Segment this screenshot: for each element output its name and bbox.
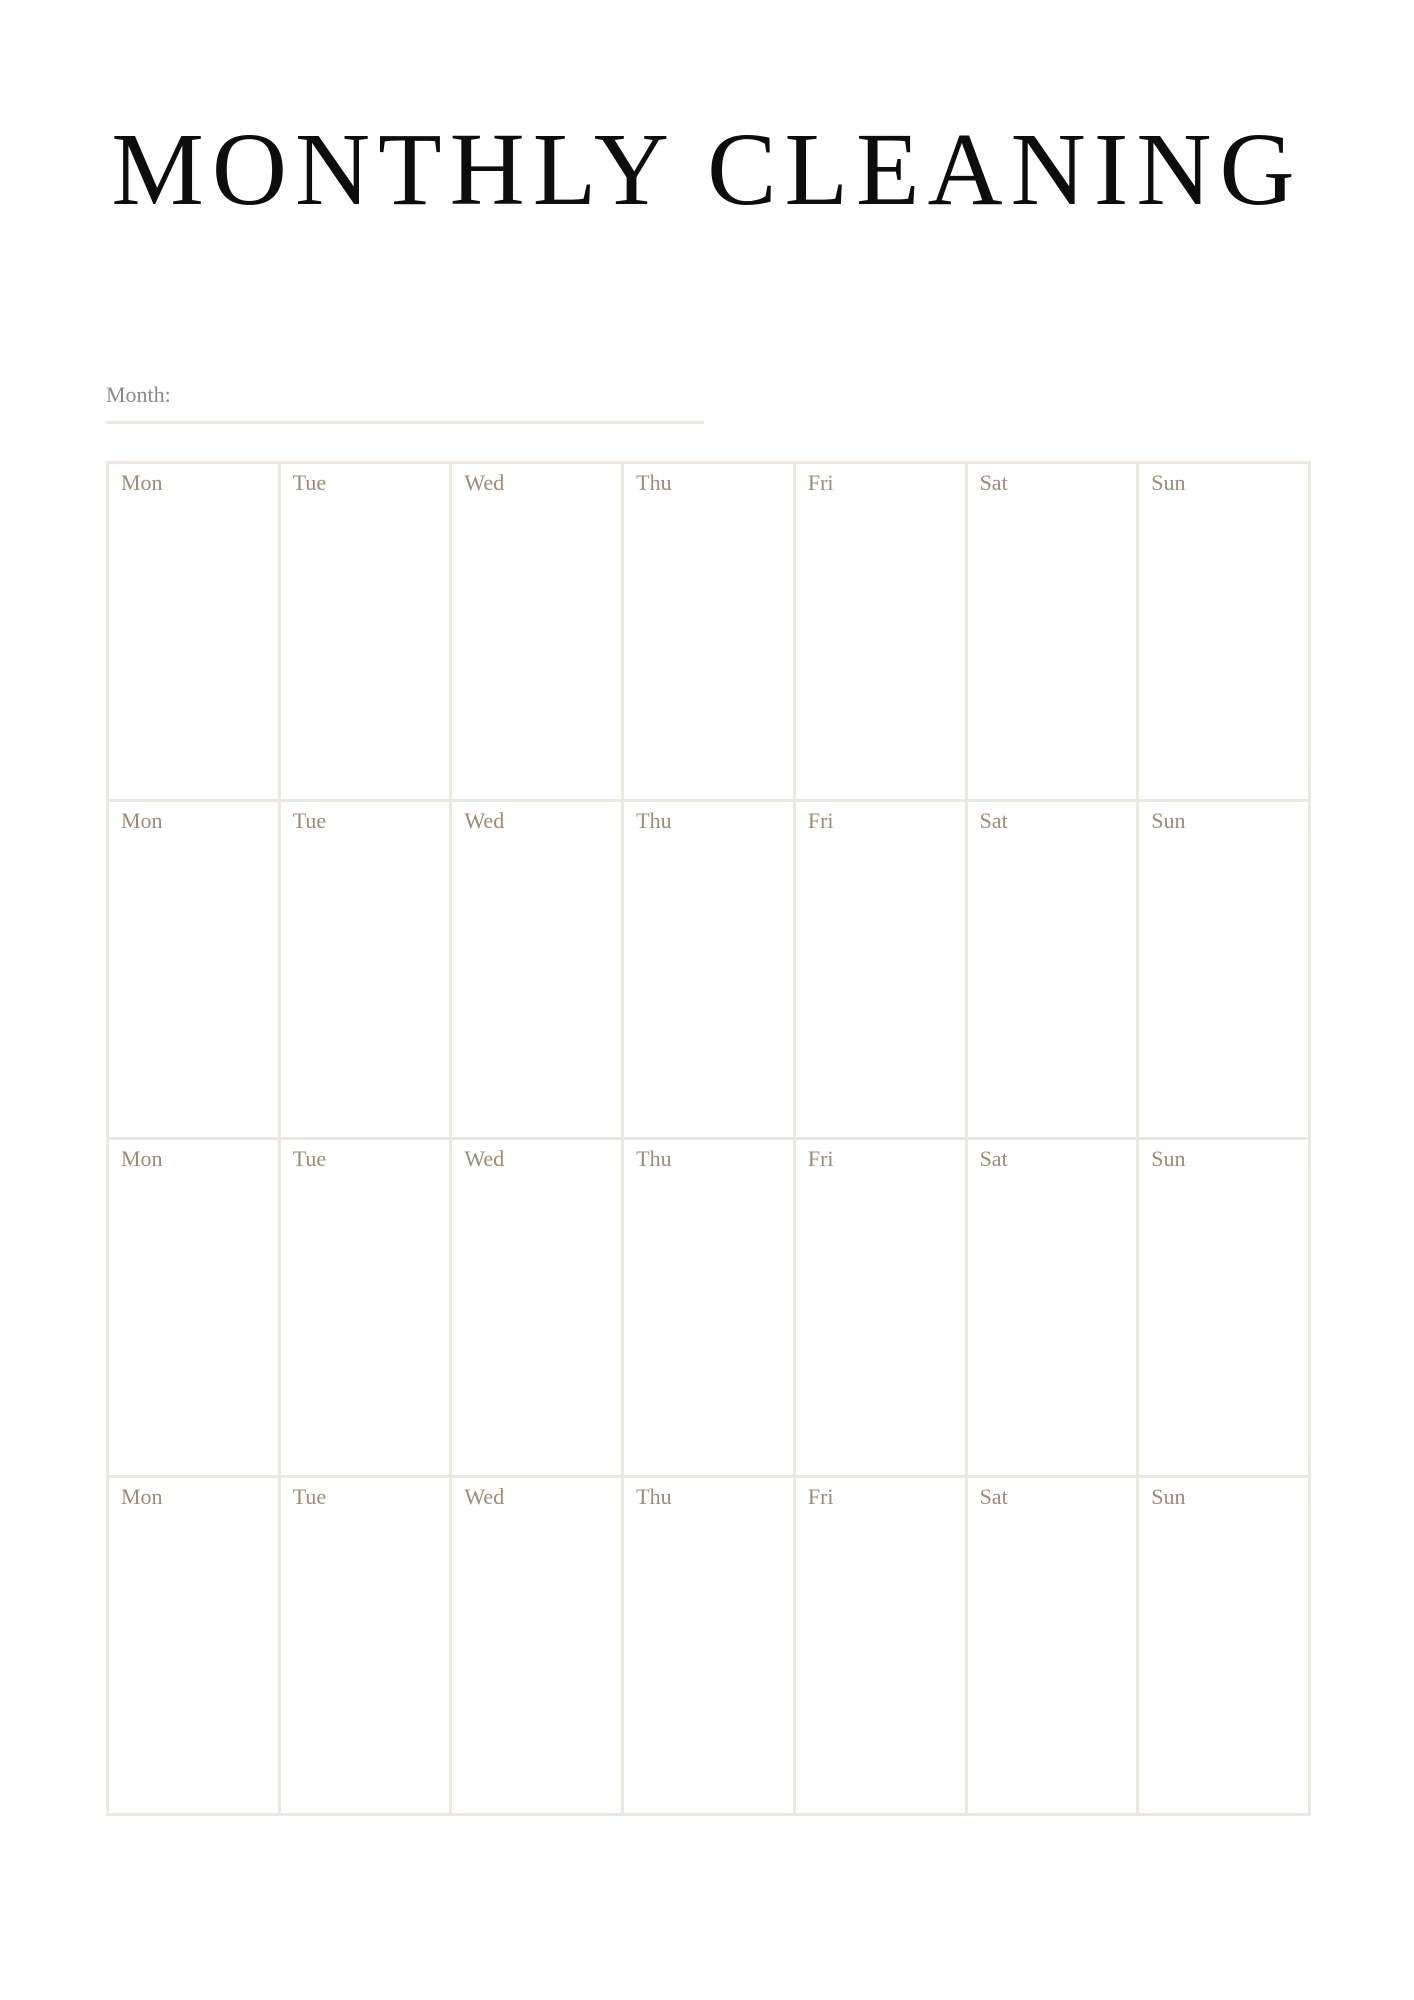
day-label: Fri [807,1484,834,1509]
day-cell[interactable] [796,1140,968,1478]
day-label: Sun [1151,1146,1186,1171]
day-label: Tue [292,808,327,833]
day-label: Mon [121,470,163,495]
day-label: Sat [979,808,1008,833]
day-label: Sat [979,1146,1008,1171]
day-label: Sun [1151,1484,1186,1509]
day-cell[interactable] [281,1140,453,1478]
day-label: Wed [464,470,505,495]
day-label: Mon [121,1146,163,1171]
day-label: Fri [807,1146,834,1171]
day-cell[interactable] [281,1478,453,1816]
day-label: Tue [292,1146,327,1171]
day-cell[interactable] [968,1140,1140,1478]
day-cell[interactable] [1139,1140,1311,1478]
day-cell[interactable] [968,802,1140,1140]
day-label: Mon [121,1484,163,1509]
day-cell[interactable] [1139,464,1311,802]
day-label: Wed [464,1484,505,1509]
day-cell[interactable] [796,802,968,1140]
day-cell[interactable] [1139,1478,1311,1816]
day-cell[interactable] [968,1478,1140,1816]
day-cell[interactable] [109,802,281,1140]
day-label: Thu [636,470,672,495]
day-label: Wed [464,808,505,833]
month-label: Month: [106,382,171,407]
day-label: Tue [292,1484,327,1509]
day-label: Sat [979,1484,1008,1509]
day-label: Fri [807,808,834,833]
day-label: Mon [121,808,163,833]
day-cell[interactable] [452,1140,624,1478]
day-cell[interactable] [452,1478,624,1816]
day-label: Tue [292,470,327,495]
day-cell[interactable] [624,802,796,1140]
day-cell[interactable] [796,1478,968,1816]
day-cell[interactable] [796,464,968,802]
day-label: Thu [636,808,672,833]
page-title: MONTHLY CLEANING [111,112,1303,227]
day-cell[interactable] [1139,802,1311,1140]
day-cell[interactable] [109,464,281,802]
day-cell[interactable] [624,1140,796,1478]
day-cell[interactable] [624,464,796,802]
day-cell[interactable] [109,1478,281,1816]
calendar-grid [106,461,1311,1816]
day-label: Sun [1151,470,1186,495]
day-label: Thu [636,1484,672,1509]
day-cell[interactable] [968,464,1140,802]
day-label: Fri [807,470,834,495]
day-label: Sat [979,470,1008,495]
day-cell[interactable] [452,802,624,1140]
day-label: Thu [636,1146,672,1171]
day-cell[interactable] [452,464,624,802]
day-cell[interactable] [624,1478,796,1816]
day-cell[interactable] [281,464,453,802]
day-cell[interactable] [281,802,453,1140]
day-label: Wed [464,1146,505,1171]
day-label: Sun [1151,808,1186,833]
day-cell[interactable] [109,1140,281,1478]
month-input-line[interactable] [106,421,704,424]
